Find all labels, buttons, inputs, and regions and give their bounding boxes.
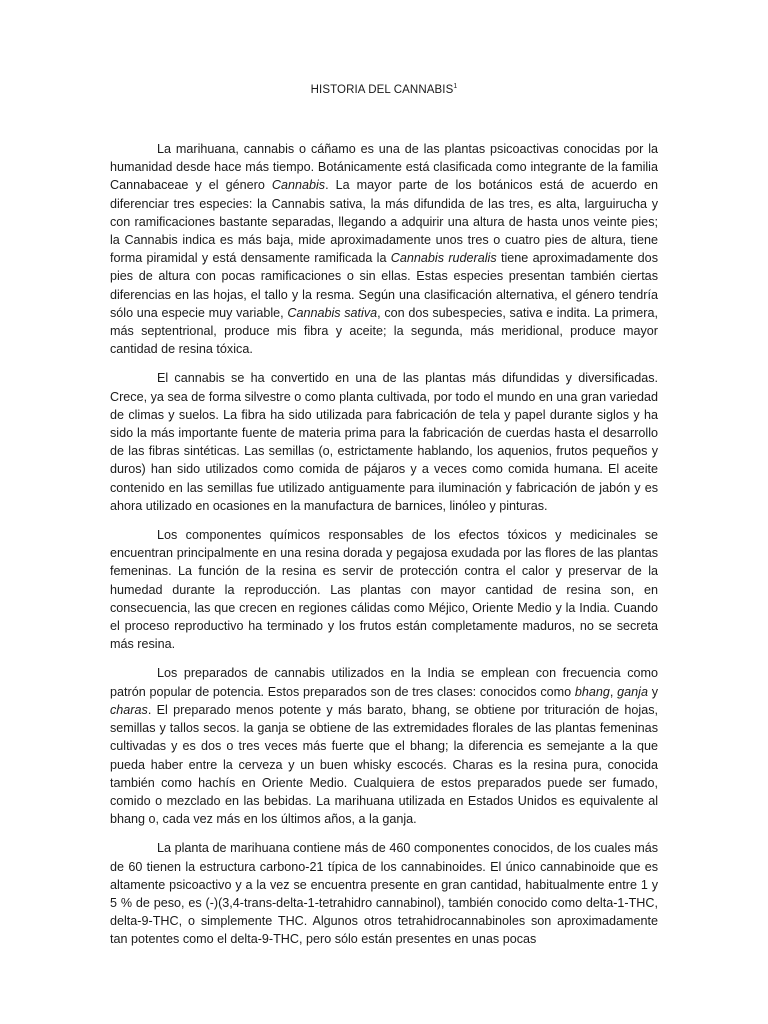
title-footnote-marker: 1 [453, 83, 458, 91]
paragraph [110, 839, 658, 948]
document-body [110, 140, 658, 949]
paragraph-text: . El preparado menos potente y más barato, bhang, se obtiene por trituración de hojas, semillas y tallos secos. la ganja se obtiene de las extremidades florales de las plantas femeninas cultivadas y es dos o tres veces más fuerte que el bhang; la diferencia es semejante a la que pueda haber entre la cerveza y un buen whisky escocés. Charas es la resina pura, conocida también como hachís en Oriente Medio. Cualquiera de estos preparados puede ser fumado, comido o mezclado en las bebidas. La marihuana utilizada en Estados Unidos es equivalente al bhang o, cada vez más en los últimos años, a la ganja. [110, 702, 658, 827]
paragraph-text: La marihuana, cannabis o cáñamo es una de las plantas psicoactivas conocidas por la humanidad desde hace más tiempo. Botánicamente está clasificada como integrante de la familia Cannabaceae y el género [110, 142, 658, 193]
paragraph-text: y [647, 684, 659, 699]
paragraph-text: , [609, 684, 618, 699]
paragraph [110, 140, 658, 358]
paragraph-text: . La mayor parte de los botánicos está de acuerdo en diferenciar tres especies: la Cannabis sativa, la más difundida de las tres, es alta, larguirucha y con ramificaciones bastante separadas, llegando a adquirir una altura de hasta unos veinte pies; la Cannabis indica es más baja, mide aproximadamente unos tres o cuatro pies de altura, tiene forma piramidal y está densamente ramificada la [110, 178, 658, 266]
paragraph [110, 664, 658, 828]
paragraph [110, 369, 658, 515]
paragraph-text: La planta de marihuana contiene más de 460 componentes conocidos, de los cuales más de 60 tienen la estructura carbono-21 típica de los cannabinoides. El único cannabinoide que es altamente psicoactivo y a la vez se encuentra presente en gran cantidad, habitualmente entre 1 y 5 % de peso, es (-)(3,4-trans-delta-1-tetrahidro cannabinol), también conocido como delta-1-THC, delta-9-THC, o simplemente THC. Algunos otros tetrahidrocannabinoles son aproximadamente tan potentes como el delta-9-THC, pero sólo están presentes en unas pocas [110, 841, 658, 947]
paragraph [110, 526, 658, 653]
document-page [110, 82, 658, 960]
paragraph-text: , con dos subespecies, sativa e indita. La primera, más septentrional, produce mis fibra y aceite; la segunda, más meridional, produce mayor cantidad de resina tóxica. [110, 305, 658, 357]
italic-term: Cannabis [271, 178, 326, 193]
paragraph-text: tiene aproximadamente dos pies de altura con pocas ramificaciones o sin ellas. Estas especies presentan también ciertas diferencias en las hojas, el tallo y la resma. Según una clasificación alternativa, el género tendría sólo una especie muy variable, [110, 251, 658, 320]
italic-term: bhang [574, 684, 610, 699]
italic-term: charas [110, 702, 148, 717]
italic-term: ganja [617, 684, 648, 699]
title-text: HISTORIA DEL CANNABIS [310, 84, 454, 96]
paragraph-text: Los preparados de cannabis utilizados en la India se emplean con frecuencia como patrón popular de potencia. Estos preparados son de tres clases: conocidos como [110, 666, 658, 699]
paragraph-text: El cannabis se ha convertido en una de las plantas más difundidas y diversificadas. Crece, ya sea de forma silvestre o como planta cultivada, por todo el mundo en una gran variedad de climas y suelos. La fibra ha sido utilizada para fabricación de tela y papel durante siglos y ha sido la más importante fuente de materia prima para la fabricación de cuerdas hasta el desarrollo de las fibras sintéticas. Las semillas (o, estrictamente hablando, los aquenios, frutos pequeños y duros) han sido utilizados como comida de pájaros y a veces como comida humana. El aceite contenido en las semillas fue utilizado antiguamente para iluminación y fabricación de jabón y es ahora utilizado en ocasiones en la manufactura de barnices, linóleo y pinturas. [110, 371, 658, 513]
paragraph-text: Los componentes químicos responsables de los efectos tóxicos y medicinales se encuentran principalmente en una resina dorada y pegajosa exudada por las flores de las plantas femeninas. La función de la resina es servir de protección contra el calor y preservar de la humedad durante la reproducción. Las plantas con mayor cantidad de resina son, en consecuencia, las que crecen en regiones cálidas como Méjico, Oriente Medio y la India. Cuando el proceso reproductivo ha terminado y los frutos están completamente maduros, no se secreta más resina. [110, 528, 658, 652]
italic-term: Cannabis sativa [287, 305, 378, 320]
italic-term: Cannabis ruderalis [390, 251, 497, 266]
document-title [110, 82, 658, 98]
